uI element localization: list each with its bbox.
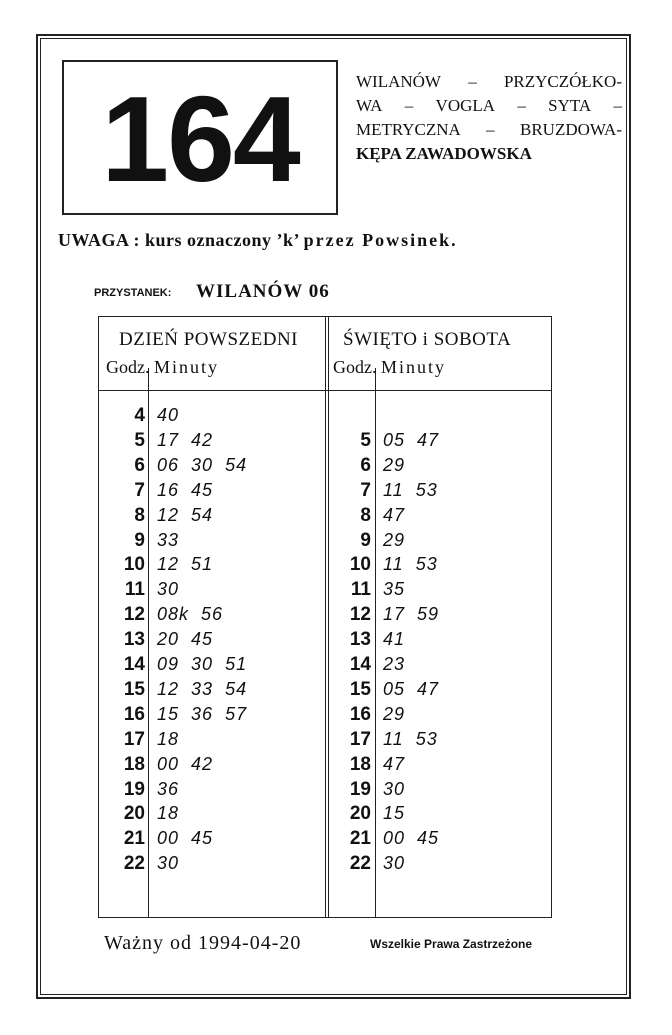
minutes-cell <box>157 428 225 453</box>
minute-value: 09 <box>157 654 180 674</box>
stop-name: WILANÓW 06 <box>196 281 330 302</box>
minute-value: 42 <box>191 429 214 450</box>
minute-value: 20 <box>157 629 180 650</box>
notice-suffix: przez Powsinek. <box>303 230 458 250</box>
minute-value: 47 <box>417 429 440 450</box>
minutes-cell <box>383 777 417 802</box>
minute-value: 30 <box>191 454 214 475</box>
minute-value: 30 <box>383 778 406 799</box>
hour-cell: 22 <box>123 853 145 875</box>
minute-value: 36 <box>157 778 180 799</box>
minute-value: 11 <box>383 554 404 575</box>
hour-cell: 4 <box>134 405 145 426</box>
minutes-cell <box>157 627 225 652</box>
minutes-cell <box>383 428 451 453</box>
minutes-cell <box>383 652 417 677</box>
rights-notice: Wszelkie Prawa Zastrzeżone <box>370 937 533 951</box>
minutes-cell <box>383 752 417 777</box>
hour-cell: 19 <box>123 778 145 800</box>
minute-value: 30 <box>383 853 406 874</box>
holiday-minutes-header: Minuty <box>381 357 447 377</box>
route-stops-line-3: METRYCZNA – BRUZDOWA- <box>356 120 622 139</box>
minute-value: 00 <box>157 828 180 849</box>
hour-cell: 9 <box>134 529 145 551</box>
minute-value: 33 <box>157 529 180 550</box>
minute-value: 56 <box>201 604 224 625</box>
holiday-hour-column-line <box>375 368 376 918</box>
hour-cell: 18 <box>349 753 371 775</box>
minute-value: 40 <box>157 405 180 425</box>
hour-cell: 14 <box>123 654 145 675</box>
hour-cell: 10 <box>349 554 371 576</box>
minute-value: 59 <box>417 604 440 625</box>
minute-value: 30 <box>157 579 180 600</box>
minute-value: 45 <box>191 828 214 849</box>
minutes-cell <box>383 677 451 702</box>
weekday-title: DZIEŃ POWSZEDNI <box>119 329 299 350</box>
minute-value: 36 <box>191 703 214 724</box>
minute-value: 45 <box>191 479 214 500</box>
minute-value: 47 <box>417 678 440 699</box>
hour-cell: 22 <box>349 853 371 875</box>
minute-value: 51 <box>225 654 248 674</box>
minutes-cell <box>383 453 417 478</box>
minutes-cell <box>157 503 225 528</box>
minutes-cell <box>383 826 451 851</box>
minutes-cell <box>157 403 191 428</box>
weekday-subheader <box>106 357 219 378</box>
minute-value: 15 <box>157 703 180 724</box>
minute-value: 57 <box>225 703 248 724</box>
weekday-hour-header: Godz. <box>106 357 150 377</box>
hour-cell: 8 <box>360 504 371 526</box>
minutes-cell <box>383 801 417 826</box>
hour-cell: 9 <box>360 529 371 551</box>
minute-value: 18 <box>157 803 180 824</box>
minute-value: 53 <box>415 554 438 575</box>
route-number: 164 <box>101 71 299 207</box>
hour-cell: 13 <box>349 629 371 651</box>
minutes-cell <box>157 826 225 851</box>
hour-cell: 6 <box>360 454 371 476</box>
hour-cell: 7 <box>134 479 145 501</box>
minute-value: 12 <box>157 504 180 525</box>
hour-cell: 15 <box>349 678 371 700</box>
minute-value: 05 <box>383 678 406 699</box>
minute-value: 12 <box>157 554 180 575</box>
hour-cell: 10 <box>123 554 145 576</box>
route-stops-line-4: KĘPA ZAWADOWSKA <box>356 144 532 163</box>
timetable-divider-left <box>325 316 326 918</box>
minute-value: 47 <box>383 504 406 525</box>
hour-cell: 11 <box>124 579 145 601</box>
hour-cell: 19 <box>349 778 371 800</box>
minutes-cell <box>383 478 450 503</box>
minutes-cell <box>157 528 191 553</box>
hour-cell: 20 <box>349 803 371 825</box>
minute-value: 29 <box>383 529 406 550</box>
minutes-cell <box>157 552 225 577</box>
hour-cell: 21 <box>123 828 145 850</box>
minutes-cell <box>157 652 259 677</box>
hour-cell: 18 <box>123 753 145 775</box>
minutes-cell <box>383 627 417 652</box>
hour-cell: 5 <box>360 429 371 451</box>
holiday-title: ŚWIĘTO i SOBOTA <box>343 329 512 350</box>
minutes-cell <box>383 702 417 727</box>
hour-cell: 16 <box>123 703 145 725</box>
notice <box>58 230 458 251</box>
minute-value: 51 <box>191 554 214 575</box>
minute-value: 12 <box>157 678 180 699</box>
hour-cell: 7 <box>360 479 371 501</box>
hour-cell: 16 <box>349 703 371 725</box>
hour-cell: 13 <box>123 629 145 651</box>
timetable-divider-right <box>328 316 329 918</box>
minute-value: 00 <box>157 753 180 774</box>
minutes-cell <box>383 851 417 876</box>
minutes-cell <box>157 777 191 802</box>
weekday-minutes-header: Minuty <box>154 357 220 377</box>
route-number-box <box>62 60 338 215</box>
header-divider <box>98 390 552 391</box>
minute-value: 42 <box>191 753 214 774</box>
weekday-hour-column-line <box>148 368 149 918</box>
hour-cell: 17 <box>123 728 145 750</box>
minutes-cell <box>157 602 235 627</box>
minutes-cell <box>157 478 225 503</box>
minutes-cell <box>157 702 259 727</box>
minute-value: 18 <box>157 728 180 749</box>
minutes-cell <box>383 528 417 553</box>
minutes-cell <box>383 577 417 602</box>
route-stops <box>356 70 626 166</box>
minutes-cell <box>157 801 191 826</box>
minute-value: 06 <box>157 454 180 475</box>
minute-value: 29 <box>383 454 406 475</box>
hour-cell: 14 <box>349 654 371 675</box>
hour-cell: 17 <box>349 728 371 750</box>
notice-prefix: UWAGA : kurs oznaczony ’k’ <box>58 230 299 250</box>
minutes-cell <box>383 727 450 752</box>
hour-cell: 12 <box>123 604 145 626</box>
minutes-cell <box>157 752 225 777</box>
minute-value: 16 <box>157 479 180 500</box>
route-stops-line-2: WA – VOGLA – SYTA – <box>356 96 622 115</box>
minute-value: 17 <box>157 429 180 450</box>
minute-value: 23 <box>383 654 406 674</box>
minute-value: 54 <box>225 454 248 475</box>
hour-cell: 8 <box>134 504 145 526</box>
route-stops-line-1: WILANÓW – PRZYCZÓŁKO- <box>356 72 622 91</box>
minutes-cell <box>157 727 191 752</box>
minute-value: 53 <box>415 728 438 749</box>
hour-cell: 5 <box>134 429 145 451</box>
hour-cell: 6 <box>134 454 145 476</box>
holiday-hour-header: Godz. <box>333 357 377 377</box>
minute-value: 33 <box>191 678 214 699</box>
holiday-subheader <box>333 357 446 378</box>
minutes-cell <box>157 851 191 876</box>
minutes-cell <box>157 677 259 702</box>
minute-value: 35 <box>383 579 406 600</box>
hour-cell: 11 <box>350 579 371 601</box>
minute-value: 05 <box>383 429 406 450</box>
minute-value: 54 <box>191 504 214 525</box>
minute-value: 15 <box>383 803 406 824</box>
minute-value: 29 <box>383 703 406 724</box>
minute-value: 17 <box>383 604 406 625</box>
minute-value: 53 <box>415 479 438 500</box>
minute-value: 45 <box>191 629 214 650</box>
minute-value: 45 <box>417 828 440 849</box>
minute-value: 11 <box>383 728 404 749</box>
minute-value: 30 <box>191 654 214 674</box>
minute-value: 00 <box>383 828 406 849</box>
minutes-cell <box>383 503 417 528</box>
minute-value: 41 <box>383 629 406 650</box>
hour-cell: 12 <box>349 604 371 626</box>
minute-value: 11 <box>383 479 404 500</box>
minute-value: 47 <box>383 753 406 774</box>
minutes-cell <box>383 552 450 577</box>
hour-cell: 15 <box>123 678 145 700</box>
hour-cell: 21 <box>349 828 371 850</box>
valid-from: Ważny od 1994-04-20 <box>104 932 302 954</box>
minute-value: 08k <box>157 604 190 625</box>
minutes-cell <box>157 453 259 478</box>
hour-cell: 20 <box>123 803 145 825</box>
minute-value: 54 <box>225 678 248 699</box>
minutes-cell <box>157 577 191 602</box>
minute-value: 30 <box>157 853 180 874</box>
minutes-cell <box>383 602 451 627</box>
stop-label: PRZYSTANEK: <box>94 287 172 299</box>
